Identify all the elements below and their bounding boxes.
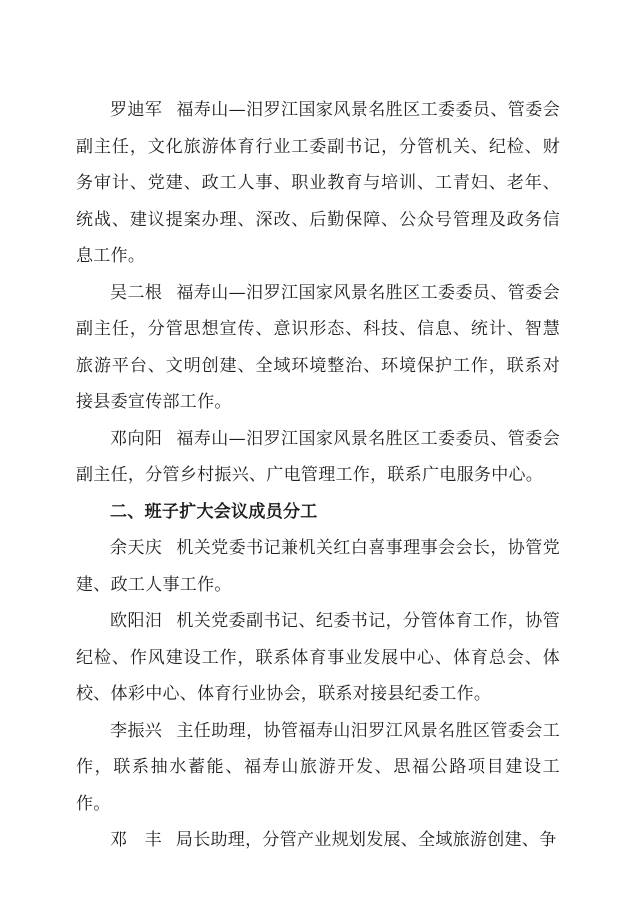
person-name: 李振兴	[110, 720, 163, 741]
duty-text: 福寿山—汨罗江国家风景名胜区工委委员、管委会副主任，文化旅游体育行业工委副书记，分管机关、纪检、财务审计、党建、政工人事、职业教育与培训、工青妇、老年、统战、建议提案办理、深改、后勤保障、公众号管理及政务信息工作。	[76, 100, 560, 266]
duty-paragraph-luo-dijun	[76, 92, 560, 275]
duty-text: 主任助理，协管福寿山汨罗江风景名胜区管委会工作，联系抽水蓄能、福寿山旅游开发、思福公路项目建设工作。	[76, 720, 560, 814]
duty-text: 局长助理，分管产业规划发展、全域旅游创建、争	[175, 830, 557, 850]
duty-paragraph-li-zhenxing	[76, 713, 560, 823]
duty-paragraph-deng-feng	[76, 822, 560, 859]
duty-text: 机关党委副书记、纪委书记，分管体育工作，协管纪检、作风建设工作，联系体育事业发展中心、体育总会、体校、体彩中心、体育行业协会，联系对接县纪委工作。	[76, 611, 560, 704]
document-body	[76, 92, 560, 859]
person-name: 余天庆	[110, 538, 163, 558]
duty-paragraph-yu-tianqing	[76, 530, 560, 603]
person-name: 邓 丰	[110, 830, 162, 850]
person-name: 吴二根	[110, 282, 163, 303]
duty-paragraph-deng-xiangyang	[76, 421, 560, 494]
person-name: 罗迪军	[110, 100, 163, 120]
duty-paragraph-wu-ergen	[76, 275, 560, 421]
duty-text: 福寿山—汨罗江国家风景名胜区工委委员、管委会副主任，分管乡村振兴、广电管理工作，联系广电服务中心。	[76, 428, 560, 485]
duty-text: 机关党委书记兼机关红白喜事理事会会长，协管党建、政工人事工作。	[76, 538, 560, 595]
person-name: 欧阳汨	[110, 611, 163, 631]
duty-paragraph-ouyang-mi	[76, 603, 560, 713]
section-heading: 二、班子扩大会议成员分工	[110, 501, 318, 522]
duty-text: 福寿山—汨罗江国家风景名胜区工委委员、管委会副主任，分管思想宣传、意识形态、科技、信息、统计、智慧旅游平台、文明创建、全域环境整治、环境保护工作，联系对接县委宣传部工作。	[76, 282, 560, 412]
person-name: 邓向阳	[110, 428, 163, 449]
